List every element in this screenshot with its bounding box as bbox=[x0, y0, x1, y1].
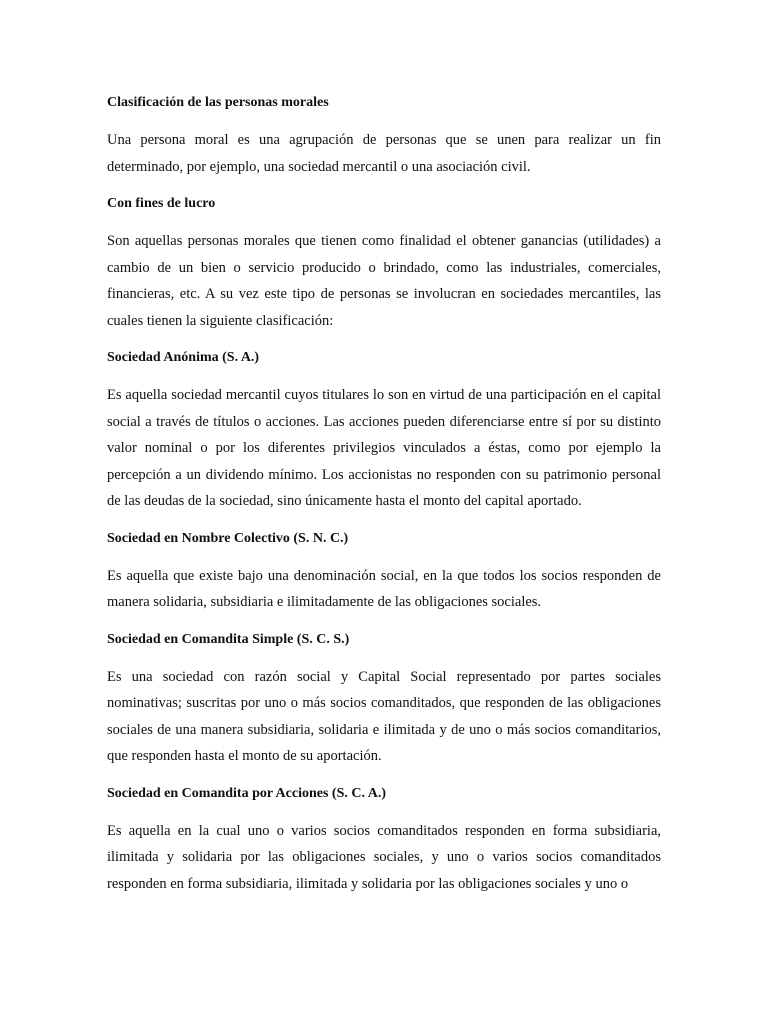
section-heading-sociedad-anonima: Sociedad Anónima (S. A.) bbox=[107, 350, 260, 365]
intro-paragraph: Una persona moral es una agrupación de personas que se unen para realizar un fin determinado, por ejemplo, una sociedad mercantil o una asociación civil. bbox=[107, 132, 661, 175]
section-text-nombre-colectivo: Es aquella que existe bajo una denominación social, en la que todos los socios responden de manera solidaria, subsidiaria e ilimitadamente de las obligaciones sociales. bbox=[107, 567, 661, 610]
section-text-comandita-por-acciones: Es aquella en la cual uno o varios socios comanditados responden en forma subsidiaria, ilimitada y solidaria por las obligaciones sociales, y uno o varios socios comanditados responden en forma subsidiaria, ilimitada y solidaria por las obligaciones sociales y uno o bbox=[107, 822, 661, 892]
document-page bbox=[107, 90, 661, 908]
section-heading-comandita-simple: Sociedad en Comandita Simple (S. C. S.) bbox=[107, 631, 350, 647]
section-heading-comandita-por-acciones: Sociedad en Comandita por Acciones (S. C. A.) bbox=[107, 785, 386, 801]
document-title: Clasificación de las personas morales bbox=[107, 95, 329, 110]
section-text-con-fines-de-lucro: Son aquellas personas morales que tienen como finalidad el obtener ganancias (utilidades) a cambio de un bien o servicio producido o brindado, como las industriales, comerciales, financieras, etc. A su vez este tipo de personas se involucran en sociedades mercantiles, las cuales tienen la siguiente clasificación: bbox=[107, 233, 661, 329]
section-heading-con-fines-de-lucro: Con fines de lucro bbox=[107, 196, 216, 211]
section-text-sociedad-anonima: Es aquella sociedad mercantil cuyos titulares lo son en virtud de una participación en el capital social a través de títulos o acciones. Las acciones pueden diferenciarse entre sí por su distinto valor nominal o por los diferentes privilegios vinculados a éstas, como por ejemplo la percepción a un dividendo mínimo. Los accionistas no responden con su patrimonio personal de las deudas de la sociedad, sino únicamente hasta el monto del capital aportado. bbox=[107, 387, 661, 509]
section-heading-nombre-colectivo: Sociedad en Nombre Colectivo (S. N. C.) bbox=[107, 530, 349, 546]
section-text-comandita-simple: Es una sociedad con razón social y Capital Social representado por partes sociales nominativas; suscritas por uno o más socios comanditados, que responden de las obligaciones sociales de una manera subsidiaria, solidaria e ilimitada y de uno o más socios comanditarios, que responden hasta el monto de su aportación. bbox=[107, 668, 661, 764]
